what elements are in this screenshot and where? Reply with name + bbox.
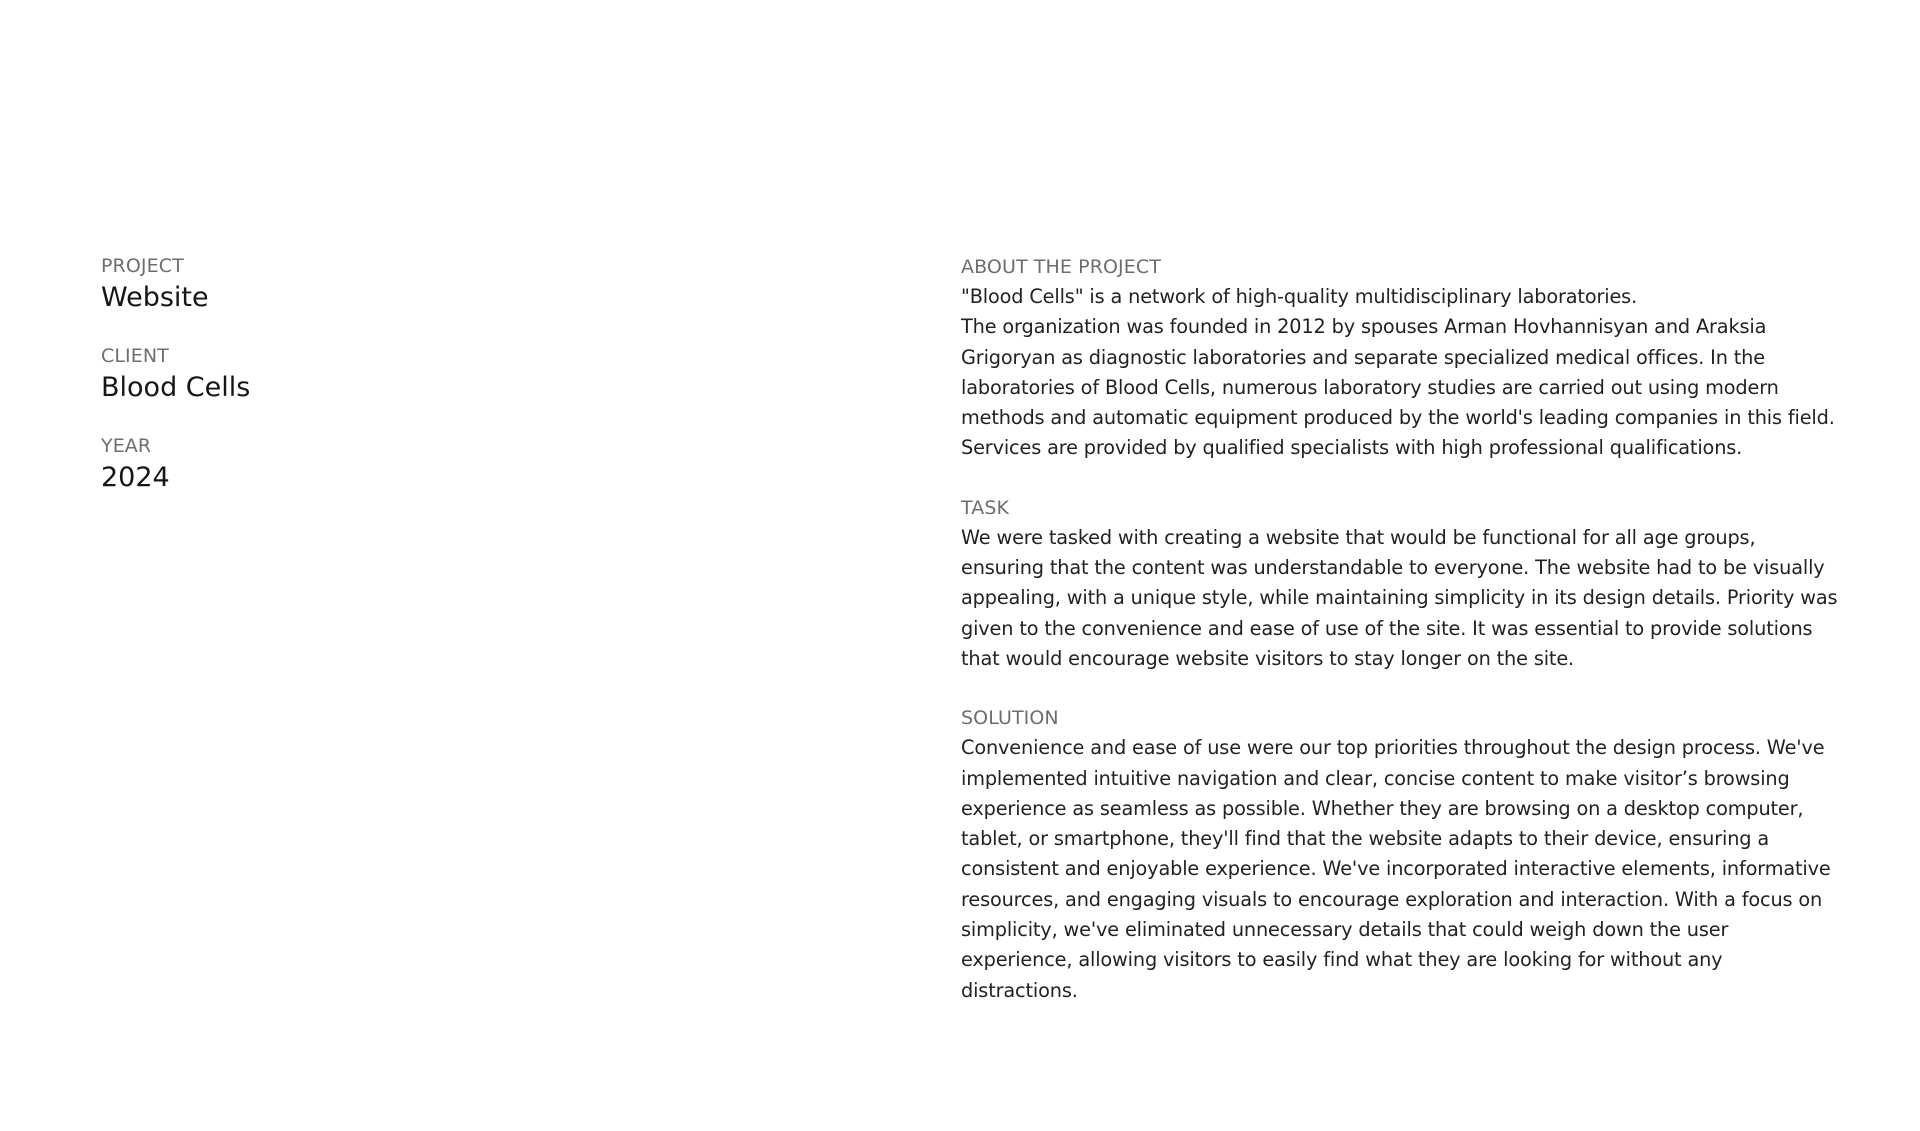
solution-section	[961, 703, 1841, 1006]
project-label: PROJECT	[101, 255, 184, 277]
project-meta	[101, 252, 701, 522]
task-section	[961, 493, 1841, 674]
project-value: Website	[101, 282, 209, 313]
solution-text: Convenience and ease of use were our top priorities throughout the design process. We've implemented intuitive navigation and clear, concise content to make visitor’s browsing experience as seamless as possible. Whether they are browsing on a desktop computer, tablet, or smartphone, they'll find that the website adapts to their device, ensuring a consistent and enjoyable experience. We've incorporated interactive elements, informative resources, and engaging visuals to encourage exploration and interaction. With a focus on simplicity, we've eliminated unnecessary details that could weigh down the user experience, allowing visitors to easily find what they are looking for without any distractions.	[961, 736, 1831, 1002]
about-body-text: The organization was founded in 2012 by spouses Arman Hovhannisyan and Araksia Grigoryan as diagnostic laboratories and separate specialized medical offices. In the laboratories of Blood Cells, numerous laboratory studies are carried out using modern methods and automatic equipment produced by the world's leading companies in this field. Services are provided by qualified specialists with high professional qualifications.	[961, 315, 1835, 460]
task-text: We were tasked with creating a website that would be functional for all age groups, ensuring that the content was understandable to everyone. The website had to be visually appealing, with a unique style, while maintaining simplicity in its design details. Priority was given to the convenience and ease of use of the site. It was essential to provide solutions that would encourage website visitors to stay longer on the site.	[961, 525, 1838, 670]
about-intro-text: "Blood Cells" is a network of high-quality multidisciplinary laboratories.	[961, 285, 1638, 308]
year-label: YEAR	[101, 435, 152, 457]
solution-heading: SOLUTION	[961, 707, 1059, 730]
client-meta-item	[101, 342, 701, 406]
project-description	[961, 252, 1841, 1035]
about-section	[961, 252, 1841, 464]
client-label: CLIENT	[101, 345, 169, 367]
task-heading: TASK	[961, 496, 1010, 519]
year-value: 2024	[101, 462, 170, 493]
year-meta-item	[101, 432, 701, 496]
project-meta-item	[101, 252, 701, 316]
about-heading: ABOUT THE PROJECT	[961, 256, 1161, 278]
client-value: Blood Cells	[101, 372, 251, 403]
